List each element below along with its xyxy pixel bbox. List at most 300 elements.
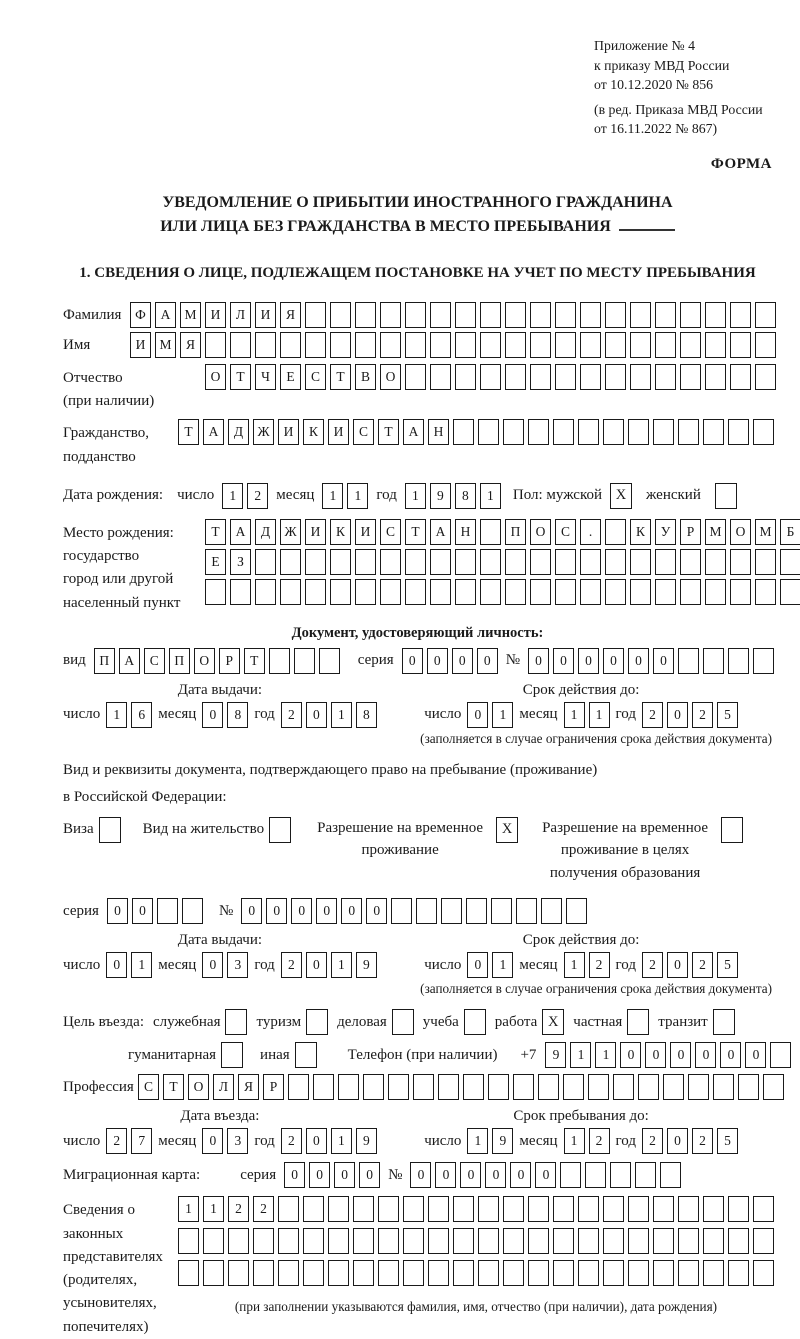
purpose-checkbox[interactable] [392, 1009, 414, 1035]
char-cell[interactable] [660, 1162, 681, 1188]
char-cell[interactable] [530, 549, 551, 575]
char-cell[interactable]: 0 [485, 1162, 506, 1188]
char-cell[interactable] [503, 1228, 524, 1254]
visa-checkbox[interactable] [99, 817, 121, 843]
char-cell[interactable] [580, 364, 601, 390]
char-cell[interactable] [755, 332, 776, 358]
char-cell[interactable] [555, 302, 576, 328]
char-cell[interactable]: 1 [564, 702, 585, 728]
female-checkbox[interactable] [715, 483, 737, 509]
char-cell[interactable]: 1 [203, 1196, 224, 1222]
char-cell[interactable] [455, 579, 476, 605]
char-cell[interactable] [353, 1260, 374, 1286]
char-cell[interactable]: 1 [347, 483, 368, 509]
purpose-checkbox[interactable] [306, 1009, 328, 1035]
char-cell[interactable] [255, 549, 276, 575]
char-cell[interactable] [653, 419, 674, 445]
char-cell[interactable]: 0 [670, 1042, 691, 1068]
char-cell[interactable]: Ч [255, 364, 276, 390]
char-cell[interactable]: 0 [359, 1162, 380, 1188]
char-cell[interactable] [605, 302, 626, 328]
char-cell[interactable]: Т [378, 419, 399, 445]
char-cell[interactable]: 2 [253, 1196, 274, 1222]
char-cell[interactable]: 0 [266, 898, 287, 924]
char-cell[interactable] [338, 1074, 359, 1100]
char-cell[interactable] [635, 1162, 656, 1188]
char-cell[interactable] [678, 419, 699, 445]
char-cell[interactable] [603, 419, 624, 445]
char-cell[interactable] [503, 1260, 524, 1286]
char-cell[interactable]: Ж [253, 419, 274, 445]
char-cell[interactable] [355, 549, 376, 575]
char-cell[interactable] [560, 1162, 581, 1188]
char-cell[interactable] [528, 1228, 549, 1254]
char-cell[interactable]: Т [163, 1074, 184, 1100]
char-cell[interactable]: 0 [427, 648, 448, 674]
char-cell[interactable] [630, 364, 651, 390]
char-cell[interactable]: Е [205, 549, 226, 575]
char-cell[interactable] [328, 1196, 349, 1222]
char-cell[interactable] [613, 1074, 634, 1100]
char-cell[interactable] [453, 1260, 474, 1286]
char-cell[interactable]: Е [280, 364, 301, 390]
char-cell[interactable] [655, 332, 676, 358]
char-cell[interactable] [330, 549, 351, 575]
char-cell[interactable]: 1 [222, 483, 243, 509]
char-cell[interactable]: К [630, 519, 651, 545]
char-cell[interactable]: Д [255, 519, 276, 545]
char-cell[interactable] [703, 648, 724, 674]
char-cell[interactable]: 2 [281, 702, 302, 728]
char-cell[interactable] [585, 1162, 606, 1188]
char-cell[interactable] [730, 549, 751, 575]
char-cell[interactable] [430, 302, 451, 328]
char-cell[interactable]: А [230, 519, 251, 545]
char-cell[interactable] [703, 1228, 724, 1254]
char-cell[interactable]: 1 [106, 702, 127, 728]
char-cell[interactable]: О [380, 364, 401, 390]
char-cell[interactable]: Я [238, 1074, 259, 1100]
char-cell[interactable] [305, 302, 326, 328]
char-cell[interactable]: У [655, 519, 676, 545]
char-cell[interactable] [455, 302, 476, 328]
char-cell[interactable] [278, 1260, 299, 1286]
char-cell[interactable] [388, 1074, 409, 1100]
char-cell[interactable]: И [355, 519, 376, 545]
char-cell[interactable] [763, 1074, 784, 1100]
char-cell[interactable]: 2 [692, 1128, 713, 1154]
char-cell[interactable]: 0 [628, 648, 649, 674]
char-cell[interactable] [403, 1260, 424, 1286]
char-cell[interactable]: П [169, 648, 190, 674]
char-cell[interactable] [330, 579, 351, 605]
char-cell[interactable]: 8 [227, 702, 248, 728]
char-cell[interactable]: И [305, 519, 326, 545]
char-cell[interactable] [403, 1196, 424, 1222]
char-cell[interactable] [363, 1074, 384, 1100]
char-cell[interactable] [730, 579, 751, 605]
char-cell[interactable] [353, 1196, 374, 1222]
char-cell[interactable]: С [138, 1074, 159, 1100]
char-cell[interactable] [480, 549, 501, 575]
char-cell[interactable]: В [355, 364, 376, 390]
char-cell[interactable]: 2 [642, 702, 663, 728]
char-cell[interactable]: 5 [717, 952, 738, 978]
char-cell[interactable] [478, 1260, 499, 1286]
char-cell[interactable] [255, 579, 276, 605]
char-cell[interactable] [753, 1228, 774, 1254]
char-cell[interactable]: А [155, 302, 176, 328]
char-cell[interactable]: 0 [535, 1162, 556, 1188]
char-cell[interactable]: Ж [280, 519, 301, 545]
char-cell[interactable]: Т [330, 364, 351, 390]
char-cell[interactable]: К [330, 519, 351, 545]
char-cell[interactable] [605, 364, 626, 390]
char-cell[interactable] [755, 302, 776, 328]
char-cell[interactable] [182, 898, 203, 924]
char-cell[interactable] [655, 549, 676, 575]
char-cell[interactable]: Т [244, 648, 265, 674]
char-cell[interactable]: 1 [178, 1196, 199, 1222]
char-cell[interactable] [638, 1074, 659, 1100]
char-cell[interactable]: А [430, 519, 451, 545]
char-cell[interactable] [280, 332, 301, 358]
char-cell[interactable] [630, 332, 651, 358]
char-cell[interactable] [480, 364, 501, 390]
char-cell[interactable] [730, 364, 751, 390]
char-cell[interactable]: 0 [241, 898, 262, 924]
char-cell[interactable]: С [144, 648, 165, 674]
char-cell[interactable] [680, 579, 701, 605]
char-cell[interactable] [305, 579, 326, 605]
char-cell[interactable] [703, 1196, 724, 1222]
char-cell[interactable] [413, 1074, 434, 1100]
char-cell[interactable]: 0 [603, 648, 624, 674]
char-cell[interactable] [455, 364, 476, 390]
char-cell[interactable]: 0 [667, 1128, 688, 1154]
char-cell[interactable] [530, 579, 551, 605]
char-cell[interactable]: 5 [717, 702, 738, 728]
char-cell[interactable] [480, 302, 501, 328]
purpose-checkbox[interactable] [464, 1009, 486, 1035]
char-cell[interactable] [578, 1260, 599, 1286]
char-cell[interactable] [253, 1260, 274, 1286]
char-cell[interactable] [503, 1196, 524, 1222]
char-cell[interactable] [755, 549, 776, 575]
char-cell[interactable]: 8 [455, 483, 476, 509]
char-cell[interactable] [405, 364, 426, 390]
residence-permit-checkbox[interactable] [269, 817, 291, 843]
char-cell[interactable] [610, 1162, 631, 1188]
char-cell[interactable]: О [188, 1074, 209, 1100]
char-cell[interactable] [603, 1260, 624, 1286]
char-cell[interactable] [294, 648, 315, 674]
char-cell[interactable] [563, 1074, 584, 1100]
char-cell[interactable]: 0 [366, 898, 387, 924]
char-cell[interactable] [628, 1260, 649, 1286]
char-cell[interactable] [605, 519, 626, 545]
char-cell[interactable]: Л [230, 302, 251, 328]
purpose-checkbox[interactable] [627, 1009, 649, 1035]
char-cell[interactable] [628, 419, 649, 445]
char-cell[interactable] [438, 1074, 459, 1100]
char-cell[interactable] [530, 302, 551, 328]
char-cell[interactable] [553, 1228, 574, 1254]
char-cell[interactable] [655, 364, 676, 390]
char-cell[interactable]: 2 [692, 702, 713, 728]
char-cell[interactable]: 2 [281, 1128, 302, 1154]
char-cell[interactable] [269, 648, 290, 674]
char-cell[interactable] [453, 419, 474, 445]
char-cell[interactable]: Я [280, 302, 301, 328]
char-cell[interactable] [205, 579, 226, 605]
char-cell[interactable] [280, 549, 301, 575]
char-cell[interactable] [655, 579, 676, 605]
purpose-checkbox[interactable]: X [542, 1009, 564, 1035]
char-cell[interactable]: 0 [510, 1162, 531, 1188]
char-cell[interactable]: С [353, 419, 374, 445]
char-cell[interactable]: 0 [284, 1162, 305, 1188]
char-cell[interactable]: 1 [492, 702, 513, 728]
char-cell[interactable] [278, 1228, 299, 1254]
char-cell[interactable] [453, 1228, 474, 1254]
char-cell[interactable]: 1 [480, 483, 501, 509]
char-cell[interactable] [578, 1196, 599, 1222]
char-cell[interactable]: 2 [589, 952, 610, 978]
char-cell[interactable] [753, 1260, 774, 1286]
char-cell[interactable] [528, 1260, 549, 1286]
char-cell[interactable] [678, 648, 699, 674]
char-cell[interactable] [505, 364, 526, 390]
char-cell[interactable] [403, 1228, 424, 1254]
char-cell[interactable] [755, 579, 776, 605]
char-cell[interactable] [703, 419, 724, 445]
char-cell[interactable] [230, 332, 251, 358]
char-cell[interactable] [453, 1196, 474, 1222]
char-cell[interactable] [653, 1228, 674, 1254]
char-cell[interactable]: 6 [131, 702, 152, 728]
char-cell[interactable] [355, 302, 376, 328]
char-cell[interactable] [313, 1074, 334, 1100]
char-cell[interactable]: 0 [653, 648, 674, 674]
char-cell[interactable] [555, 579, 576, 605]
char-cell[interactable] [528, 419, 549, 445]
char-cell[interactable] [305, 332, 326, 358]
char-cell[interactable] [753, 419, 774, 445]
char-cell[interactable] [738, 1074, 759, 1100]
char-cell[interactable]: 0 [306, 952, 327, 978]
char-cell[interactable] [703, 1260, 724, 1286]
char-cell[interactable] [566, 898, 587, 924]
char-cell[interactable]: 2 [281, 952, 302, 978]
char-cell[interactable] [480, 332, 501, 358]
char-cell[interactable] [555, 549, 576, 575]
char-cell[interactable] [228, 1260, 249, 1286]
char-cell[interactable] [680, 302, 701, 328]
char-cell[interactable] [430, 364, 451, 390]
char-cell[interactable] [580, 579, 601, 605]
char-cell[interactable]: 9 [356, 952, 377, 978]
char-cell[interactable]: З [230, 549, 251, 575]
char-cell[interactable] [405, 332, 426, 358]
char-cell[interactable] [753, 648, 774, 674]
char-cell[interactable] [380, 332, 401, 358]
char-cell[interactable]: С [380, 519, 401, 545]
char-cell[interactable] [605, 579, 626, 605]
char-cell[interactable]: О [730, 519, 751, 545]
char-cell[interactable]: 1 [131, 952, 152, 978]
char-cell[interactable]: И [328, 419, 349, 445]
char-cell[interactable] [378, 1196, 399, 1222]
char-cell[interactable]: 3 [227, 952, 248, 978]
char-cell[interactable] [655, 302, 676, 328]
char-cell[interactable]: 0 [695, 1042, 716, 1068]
char-cell[interactable]: 1 [405, 483, 426, 509]
char-cell[interactable] [380, 302, 401, 328]
char-cell[interactable]: 2 [589, 1128, 610, 1154]
char-cell[interactable] [605, 332, 626, 358]
char-cell[interactable]: 0 [316, 898, 337, 924]
char-cell[interactable]: 0 [553, 648, 574, 674]
char-cell[interactable] [428, 1196, 449, 1222]
char-cell[interactable] [555, 364, 576, 390]
char-cell[interactable] [678, 1260, 699, 1286]
char-cell[interactable] [603, 1196, 624, 1222]
char-cell[interactable] [178, 1228, 199, 1254]
char-cell[interactable] [405, 549, 426, 575]
char-cell[interactable]: Я [180, 332, 201, 358]
char-cell[interactable]: О [530, 519, 551, 545]
char-cell[interactable]: 2 [228, 1196, 249, 1222]
char-cell[interactable] [578, 1228, 599, 1254]
char-cell[interactable] [653, 1196, 674, 1222]
char-cell[interactable] [455, 549, 476, 575]
char-cell[interactable]: 1 [564, 1128, 585, 1154]
char-cell[interactable] [580, 549, 601, 575]
char-cell[interactable] [678, 1196, 699, 1222]
char-cell[interactable]: 0 [452, 648, 473, 674]
char-cell[interactable]: 1 [570, 1042, 591, 1068]
char-cell[interactable] [505, 549, 526, 575]
char-cell[interactable] [516, 898, 537, 924]
char-cell[interactable] [378, 1228, 399, 1254]
char-cell[interactable] [553, 1260, 574, 1286]
char-cell[interactable]: 0 [467, 702, 488, 728]
char-cell[interactable] [330, 332, 351, 358]
char-cell[interactable] [680, 549, 701, 575]
char-cell[interactable] [688, 1074, 709, 1100]
char-cell[interactable]: Т [205, 519, 226, 545]
char-cell[interactable] [578, 419, 599, 445]
purpose-checkbox[interactable] [225, 1009, 247, 1035]
char-cell[interactable]: С [305, 364, 326, 390]
char-cell[interactable]: Т [405, 519, 426, 545]
char-cell[interactable]: 1 [595, 1042, 616, 1068]
char-cell[interactable]: 0 [460, 1162, 481, 1188]
char-cell[interactable]: А [119, 648, 140, 674]
char-cell[interactable] [405, 579, 426, 605]
char-cell[interactable] [505, 302, 526, 328]
char-cell[interactable]: 0 [202, 952, 223, 978]
char-cell[interactable]: 1 [564, 952, 585, 978]
char-cell[interactable] [730, 332, 751, 358]
char-cell[interactable] [728, 1196, 749, 1222]
char-cell[interactable] [728, 648, 749, 674]
char-cell[interactable] [203, 1228, 224, 1254]
char-cell[interactable] [555, 332, 576, 358]
char-cell[interactable] [319, 648, 340, 674]
char-cell[interactable]: 0 [402, 648, 423, 674]
char-cell[interactable]: Д [228, 419, 249, 445]
char-cell[interactable]: Р [219, 648, 240, 674]
char-cell[interactable] [513, 1074, 534, 1100]
char-cell[interactable]: Т [230, 364, 251, 390]
char-cell[interactable] [478, 1228, 499, 1254]
char-cell[interactable] [330, 302, 351, 328]
char-cell[interactable] [353, 1228, 374, 1254]
char-cell[interactable] [157, 898, 178, 924]
char-cell[interactable]: 1 [492, 952, 513, 978]
char-cell[interactable] [288, 1074, 309, 1100]
char-cell[interactable]: 0 [620, 1042, 641, 1068]
char-cell[interactable]: 0 [435, 1162, 456, 1188]
char-cell[interactable]: 9 [545, 1042, 566, 1068]
char-cell[interactable]: П [94, 648, 115, 674]
char-cell[interactable]: 0 [132, 898, 153, 924]
purpose-checkbox[interactable] [295, 1042, 317, 1068]
char-cell[interactable] [430, 332, 451, 358]
char-cell[interactable]: 2 [642, 952, 663, 978]
char-cell[interactable]: 0 [667, 702, 688, 728]
char-cell[interactable] [530, 332, 551, 358]
char-cell[interactable]: 3 [227, 1128, 248, 1154]
char-cell[interactable]: Ф [130, 302, 151, 328]
char-cell[interactable] [663, 1074, 684, 1100]
char-cell[interactable] [478, 1196, 499, 1222]
char-cell[interactable]: Н [455, 519, 476, 545]
char-cell[interactable] [255, 332, 276, 358]
char-cell[interactable] [203, 1260, 224, 1286]
purpose-checkbox[interactable] [713, 1009, 735, 1035]
char-cell[interactable] [730, 302, 751, 328]
char-cell[interactable] [505, 579, 526, 605]
char-cell[interactable]: 9 [356, 1128, 377, 1154]
char-cell[interactable] [553, 419, 574, 445]
char-cell[interactable]: 0 [334, 1162, 355, 1188]
char-cell[interactable] [628, 1196, 649, 1222]
char-cell[interactable] [280, 579, 301, 605]
char-cell[interactable] [305, 549, 326, 575]
char-cell[interactable] [603, 1228, 624, 1254]
char-cell[interactable]: 2 [692, 952, 713, 978]
char-cell[interactable] [705, 364, 726, 390]
char-cell[interactable] [278, 1196, 299, 1222]
char-cell[interactable]: М [180, 302, 201, 328]
char-cell[interactable]: И [278, 419, 299, 445]
char-cell[interactable] [770, 1042, 791, 1068]
char-cell[interactable] [580, 332, 601, 358]
char-cell[interactable]: 0 [667, 952, 688, 978]
char-cell[interactable]: Т [178, 419, 199, 445]
char-cell[interactable] [680, 364, 701, 390]
char-cell[interactable] [588, 1074, 609, 1100]
char-cell[interactable]: 2 [106, 1128, 127, 1154]
char-cell[interactable]: 0 [309, 1162, 330, 1188]
char-cell[interactable] [328, 1228, 349, 1254]
char-cell[interactable] [503, 419, 524, 445]
char-cell[interactable]: 0 [720, 1042, 741, 1068]
char-cell[interactable]: 1 [331, 952, 352, 978]
